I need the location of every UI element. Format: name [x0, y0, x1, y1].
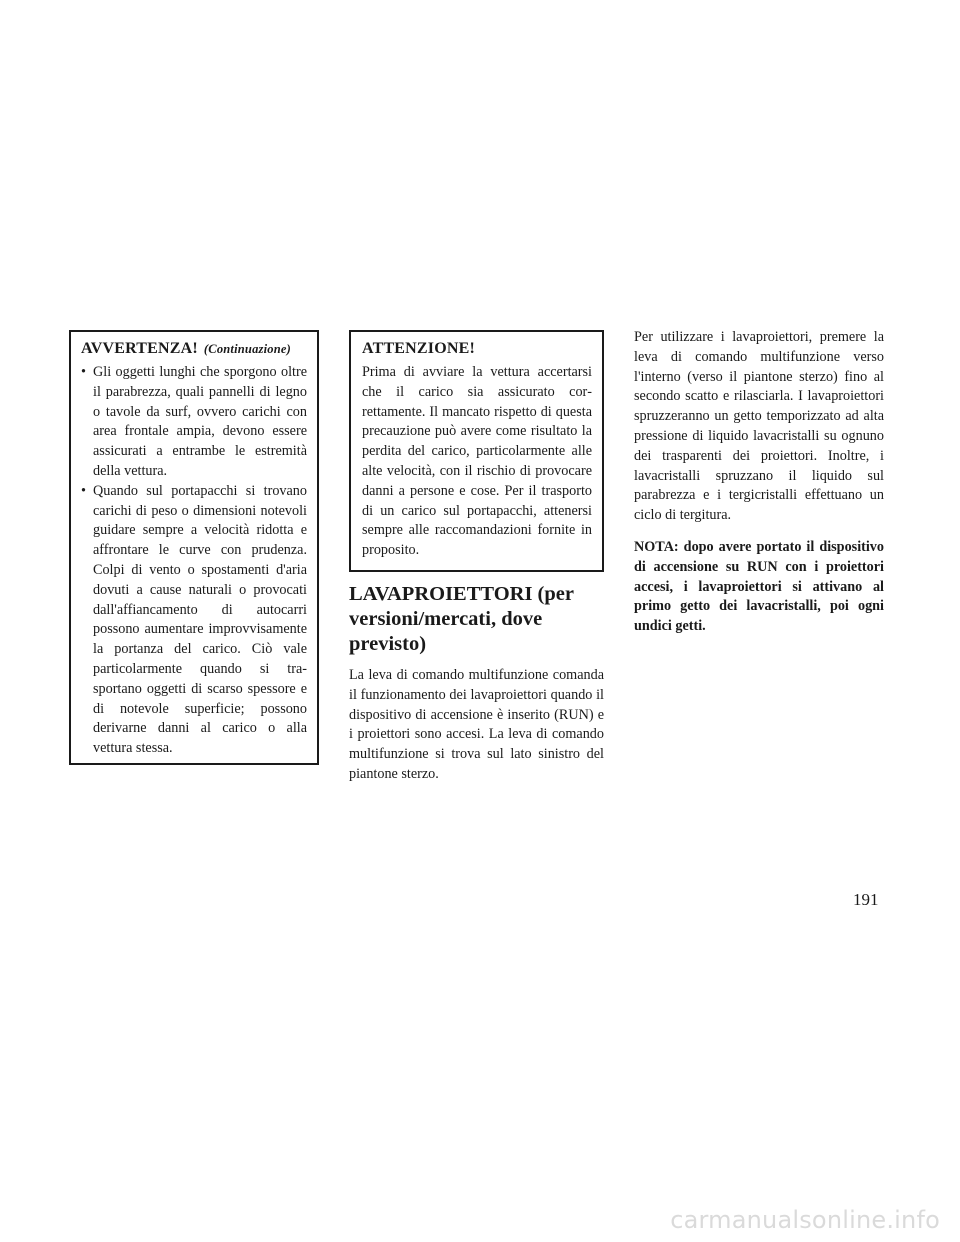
note-paragraph: NOTA: dopo avere portato il dispositivo di accensione su RUN con i proiettori accesi, i lavaproiettori si attivano al primo getto dei lavacristalli, poi ogni undici getti.: [634, 538, 884, 635]
warning-title-text: AVVERTENZA!: [81, 340, 198, 357]
usage-paragraph: Per utilizzare i lavaproiettori, premere la leva di comando multifunzione verso l'interno (verso il piantone sterzo) fino al secondo scatto e rilasciarla. I lavaproiettori spruzzeranno un getto temporizzato ad alta pressione di liquido lavacristalli su ognuno dei trasparenti dei proiettori. Inoltre, i lavacristalli spruzzano il liquido sul parabrezza e i tergicristalli effettuano un ciclo di tergitura.: [634, 329, 884, 524]
right-column: [634, 328, 884, 637]
caution-box: [349, 330, 604, 572]
caution-title: ATTENZIONE!: [362, 340, 476, 357]
warning-bullet-text: Quando sul portapacchi si trovano carichi di peso o dimensioni notevoli guidare sempre a velocità ridotta e affrontare le curve con prudenza. Colpi di vento o spostamenti d'aria dovuti a cause naturali o provocati dall'affiancamento di autocarri possono aumentare improvvisamente la portanza del carico. Ciò vale particolarmente quando si trasportano oggetti di scarso spessore e di notevole superficie; possono derivarne danni al carico o alla vettura stessa.: [93, 482, 307, 757]
section-title: LAVAPROIETTORI (per versioni/mercati, dove previsto): [349, 583, 574, 655]
watermark: carmanualsonline.info: [670, 1206, 940, 1234]
section-body: La leva di comando multifunzione comanda il funzionamento dei lavaproiettori quando il dispositivo di accensione è inserito (RUN) e i proiettori sono accesi. La leva di comando multifunzione si trova sul lato sinistro del piantone sterzo.: [349, 667, 604, 782]
warning-title: [81, 340, 307, 358]
warning-bullet-text: Gli oggetti lunghi che sporgono oltre il parabrezza, quali pannelli di legno o tavole da surf, ovvero carichi con area frontale ampia, devono essere assicurati a entrambe le estremità della vettura.: [93, 364, 307, 479]
caution-text: Prima di avviare la vettura accertarsi che il carico sia assicurato correttamente. Il mancato rispetto di questa precauzione può avere come risultato la perdita del carico, particolarmente alle alte velocità, con il rischio di provocare danni a persone e cose. Per il trasporto di un carico sul portapacchi, attenersi sempre alle raccomandazioni fornite in proposito.: [362, 364, 592, 559]
warning-bullet-item: [81, 482, 307, 759]
warning-bullet-list: [81, 363, 307, 759]
bullet-dot-icon: •: [81, 482, 86, 499]
warning-continuation: (Continuazione): [203, 342, 291, 356]
bullet-dot-icon: •: [81, 364, 86, 380]
warning-box: [69, 330, 319, 765]
warning-bullet-item: [81, 363, 307, 482]
page-number: 191: [853, 890, 879, 909]
